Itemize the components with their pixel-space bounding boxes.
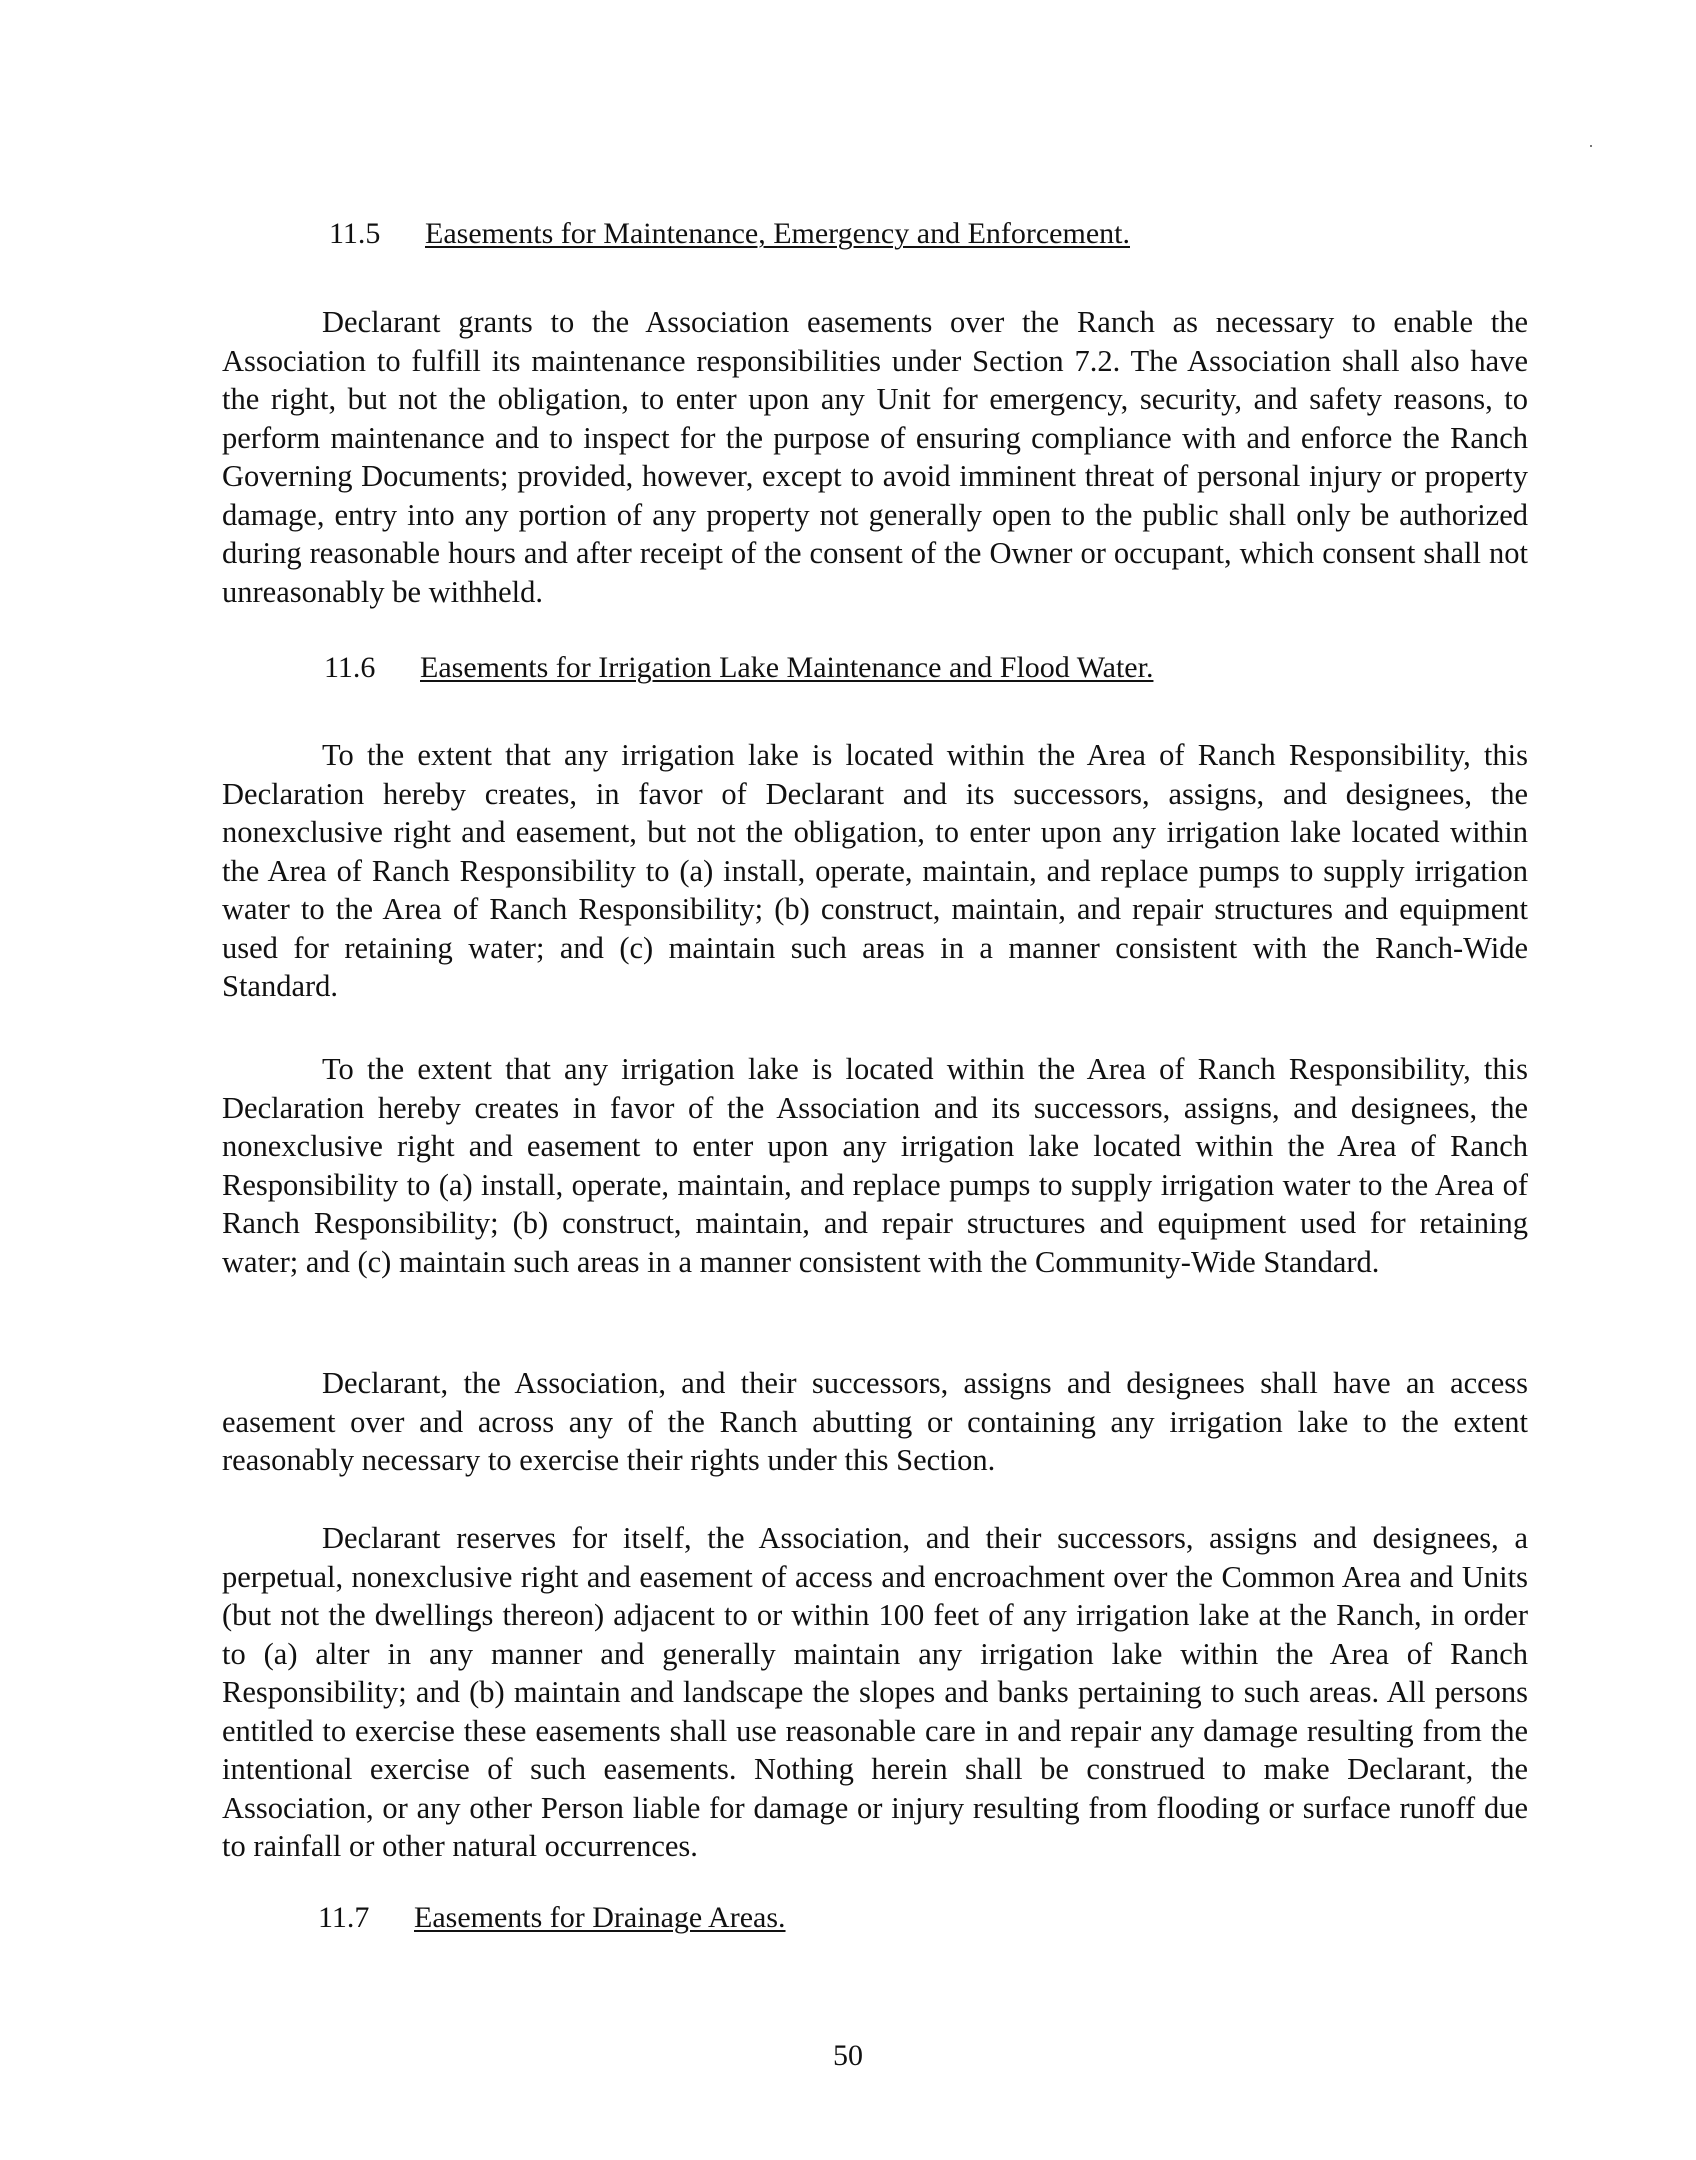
section-heading-11-7 [318, 1900, 786, 1936]
section-number: 11.7 [318, 1901, 370, 1934]
paragraph-text: To the extent that any irrigation lake is located within the Area of Ranch Responsibility, this Declaration hereby creates in favor of the Association and its successors, assigns, and designees, the nonexclusive right and easement to enter upon any irrigation lake located within the Area of Ranch Responsibility to (a) install, operate, maintain, and replace pumps to supply irrigation water to the Area of Ranch Responsibility; (b) construct, maintain, and repair structures and equipment used for retaining water; and (c) maintain such areas in a manner consistent with the Community-Wide Standard. [222, 1052, 1528, 1279]
section-title: Easements for Maintenance, Emergency and Enforcement. [425, 217, 1130, 250]
section-heading-11-5 [329, 216, 1130, 252]
section-title: Easements for Irrigation Lake Maintenance and Flood Water. [420, 651, 1154, 684]
page-number: 50 [833, 2039, 863, 2072]
section-heading-11-6 [324, 650, 1153, 686]
scan-speck [1590, 145, 1592, 147]
paragraph-text: Declarant reserves for itself, the Association, and their successors, assigns and designees, a perpetual, nonexclusive right and easement of access and encroachment over the Common Area and Units (but not the dwellings thereon) adjacent to or within 100 feet of any irrigation lake at the Ranch, in order to (a) alter in any manner and generally maintain any irrigation lake within the Area of Ranch Responsibility; and (b) maintain and landscape the slopes and banks pertaining to such areas. All persons entitled to exercise these easements shall use reasonable care in and repair any damage resulting from the intentional exercise of such easements. Nothing herein shall be construed to make Declarant, the Association, or any other Person liable for damage or injury resulting from flooding or surface runoff due to rainfall or other natural occurrences. [222, 1521, 1528, 1863]
paragraph-text: Declarant, the Association, and their successors, assigns and designees shall have an access easement over and across any of the Ranch abutting or containing any irrigation lake to the extent reasonably necessary to exercise their rights under this Section. [222, 1366, 1528, 1477]
paragraph-11-6-4 [222, 1519, 1528, 1866]
paragraph-11-6-1 [222, 736, 1528, 1006]
paragraph-11-6-2 [222, 1050, 1528, 1281]
section-title: Easements for Drainage Areas. [414, 1901, 786, 1934]
paragraph-11-6-3 [222, 1364, 1528, 1480]
section-number: 11.6 [324, 651, 376, 684]
section-number: 11.5 [329, 217, 381, 250]
paragraph-text: Declarant grants to the Association easements over the Ranch as necessary to enable the Association to fulfill its maintenance responsibilities under Section 7.2. The Association shall also have the right, but not the obligation, to enter upon any Unit for emergency, security, and safety reasons, to perform maintenance and to inspect for the purpose of ensuring compliance with and enforce the Ranch Governing Documents; provided, however, except to avoid imminent threat of personal injury or property damage, entry into any portion of any property not generally open to the public shall only be authorized during reasonable hours and after receipt of the consent of the Owner or occupant, which consent shall not unreasonably be withheld. [222, 305, 1528, 609]
paragraph-text: To the extent that any irrigation lake is located within the Area of Ranch Responsibility, this Declaration hereby creates, in favor of Declarant and its successors, assigns, and designees, the nonexclusive right and easement, but not the obligation, to enter upon any irrigation lake located within the Area of Ranch Responsibility to (a) install, operate, maintain, and replace pumps to supply irrigation water to the Area of Ranch Responsibility; (b) construct, maintain, and repair structures and equipment used for retaining water; and (c) maintain such areas in a manner consistent with the Ranch-Wide Standard. [222, 738, 1528, 1003]
paragraph-11-5-1 [222, 303, 1528, 611]
